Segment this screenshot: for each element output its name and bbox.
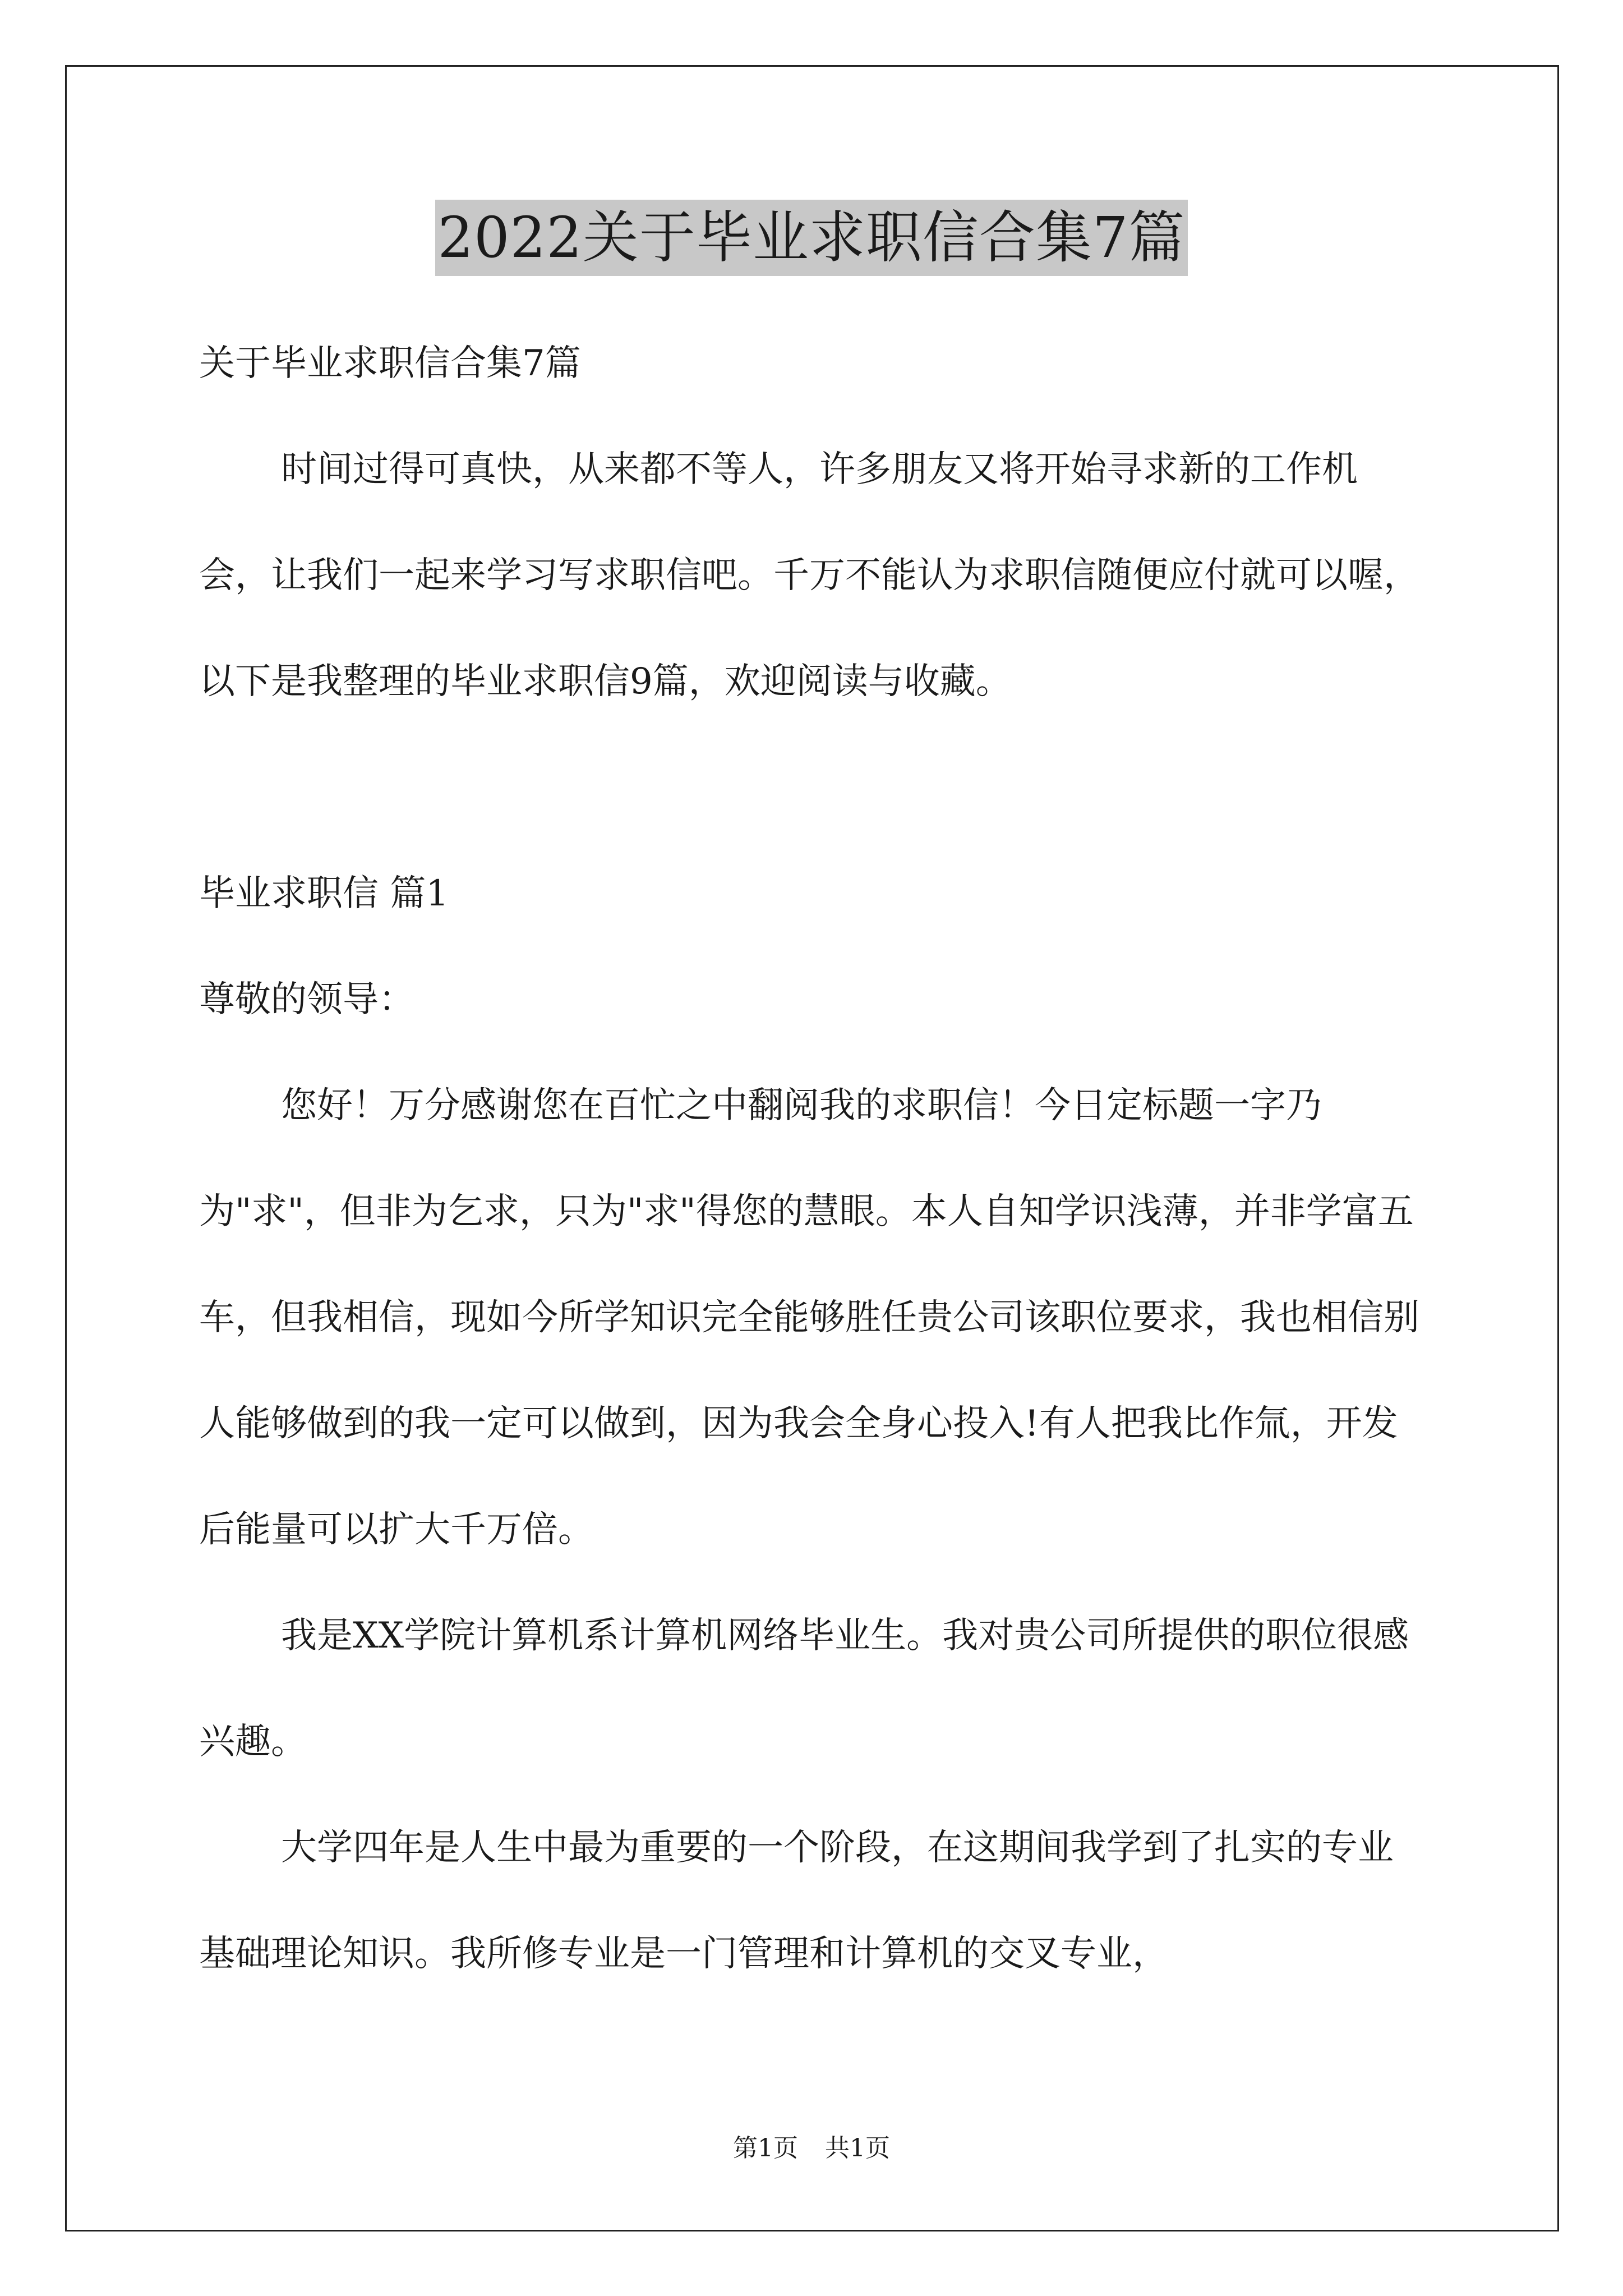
salutation: 尊敬的领导： bbox=[199, 979, 414, 1020]
page-number: 第1页 bbox=[733, 2134, 798, 2162]
document-subtitle: 关于毕业求职信合集7篇 bbox=[199, 343, 581, 384]
body-paragraph: 我是XX学院计算机系计算机网络毕业生。我对贵公司所提供的职位很感兴趣。 bbox=[199, 1615, 1409, 1763]
intro-paragraph: 时间过得可真快，从来都不等人，许多朋友又将开始寻求新的工作机会，让我们一起来学习写求职信吧。千万不能认为求职信随便应付就可以喔，以下是我整理的毕业求职信9篇，欢迎阅读与收藏。 bbox=[199, 449, 1419, 702]
page-total: 共1页 bbox=[825, 2134, 890, 2162]
body-paragraph: 大学四年是人生中最为重要的一个阶段，在这期间我学到了扎实的专业基础理论知识。我所修专业是一门管理和计算机的交叉专业， bbox=[199, 1827, 1394, 1975]
spacer bbox=[199, 735, 1427, 841]
section-heading: 毕业求职信 篇1 bbox=[199, 873, 449, 914]
document-body bbox=[199, 311, 1427, 2007]
document-title: 2022关于毕业求职信合集7篇 bbox=[435, 200, 1187, 276]
body-paragraph: 您好！万分感谢您在百忙之中翻阅我的求职信！今日定标题一字乃为"求"，但非为乞求，只为"求"得您的慧眼。本人自知学识浅薄，并非学富五车，但我相信，现如今所学知识完全能够胜任贵公司该职位要求，我也相信别人能够做到的我一定可以做到，因为我会全身心投入!有人把我比作氚，开发后能量可以扩大千万倍。 bbox=[199, 1085, 1419, 1550]
page-footer bbox=[0, 2132, 1623, 2165]
title-container bbox=[0, 200, 1623, 276]
